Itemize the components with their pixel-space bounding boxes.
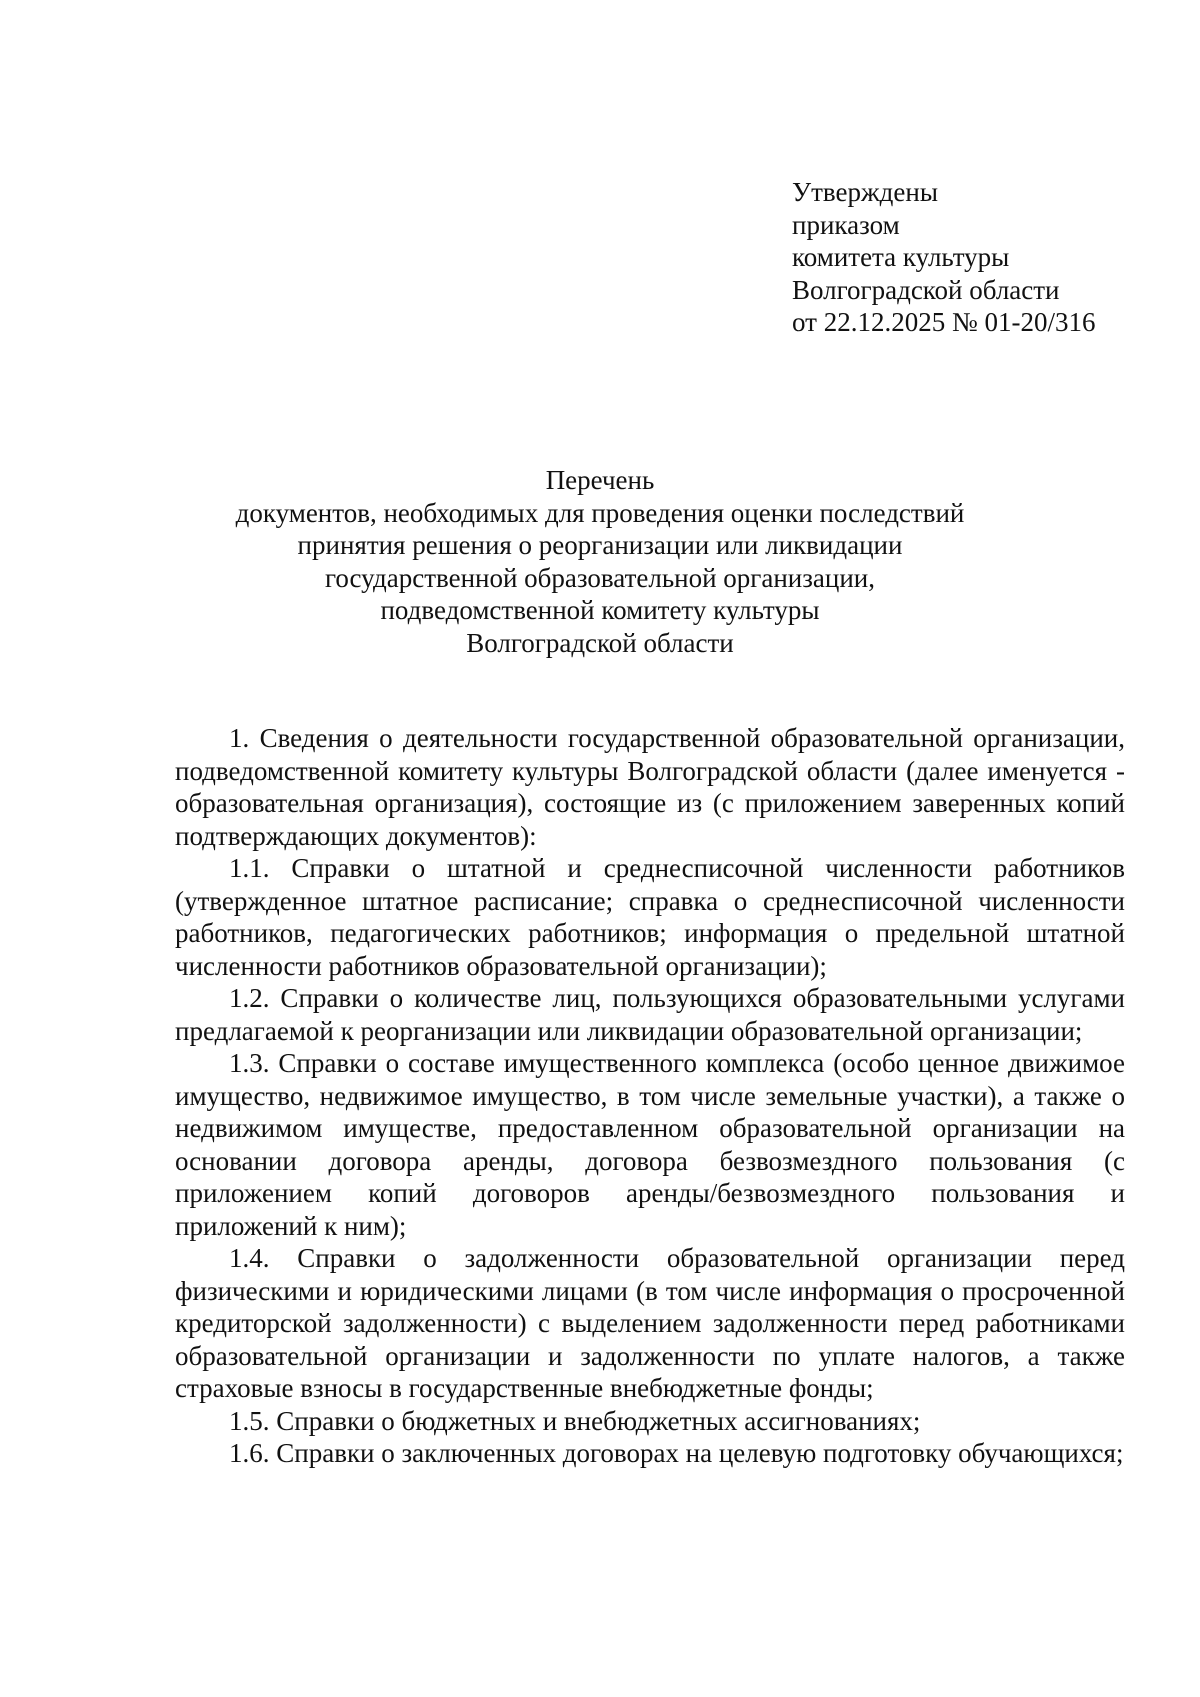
- approval-line: приказом: [792, 209, 900, 240]
- approval-line: Волгоградской области: [792, 274, 1060, 305]
- paragraph-1-6: 1.6. Справки о заключенных договорах на целевую подготовку обучающихся;: [229, 1438, 1124, 1468]
- paragraph-1-2: 1.2. Справки о количестве лиц, пользующихся образовательными услугами предлагаемой к реорганизации или ликвидации образовательной организации;: [175, 983, 1125, 1046]
- title-line: государственной образовательной организации,: [324, 562, 875, 593]
- document-body: [175, 722, 1125, 1470]
- title-heading: Перечень: [545, 465, 655, 495]
- title-line: документов, необходимых для проведения оценки последствий: [235, 497, 965, 528]
- title-line: подведомственной комитету культуры: [380, 595, 820, 625]
- paragraph-1-1: 1.1. Справки о штатной и среднесписочной численности работников (утвержденное штатное расписание; справка о среднесписочной численности работников, педагогических работников; информация о предельной штатной численности работников образовательной организации);: [175, 853, 1125, 981]
- paragraph-1: 1. Сведения о деятельности государственной образовательной организации, подведомственной комитету культуры Волгоградской области (далее именуется - образовательная организация), состоящие из (с приложением заверенных копий подтверждающих документов):: [175, 723, 1125, 851]
- document-title: [150, 464, 1050, 659]
- title-line: принятия решения о реорганизации или ликвидации: [297, 530, 903, 560]
- paragraph-1-4: 1.4. Справки о задолженности образовательной организации перед физическими и юридическими лицами (в том числе информация о просроченной кредиторской задолженности) с выделением задолженности перед работниками образовательной организации и задолженности по уплате налогов, а также страховые взносы в государственные внебюджетные фонды;: [175, 1243, 1125, 1403]
- title-line: Волгоградской области: [466, 627, 734, 658]
- paragraph-1-5: 1.5. Справки о бюджетных и внебюджетных ассигнованиях;: [229, 1405, 921, 1436]
- paragraph-1-3: 1.3. Справки о составе имущественного комплекса (особо ценное движимое имущество, недвижимое имущество, в том числе земельные участки), а также о недвижимом имуществе, предоставленном образовательной организации на основании договора аренды, договора безвозмездного пользования (с приложением копий договоров аренды/безвозмездного пользования и приложений к ним);: [175, 1048, 1125, 1241]
- approval-line: комитета культуры: [792, 242, 1010, 272]
- approval-order-number: от 22.12.2025 № 01-20/316: [792, 307, 1096, 337]
- approval-stamp: [792, 176, 1095, 339]
- approval-line: Утверждены: [792, 177, 938, 207]
